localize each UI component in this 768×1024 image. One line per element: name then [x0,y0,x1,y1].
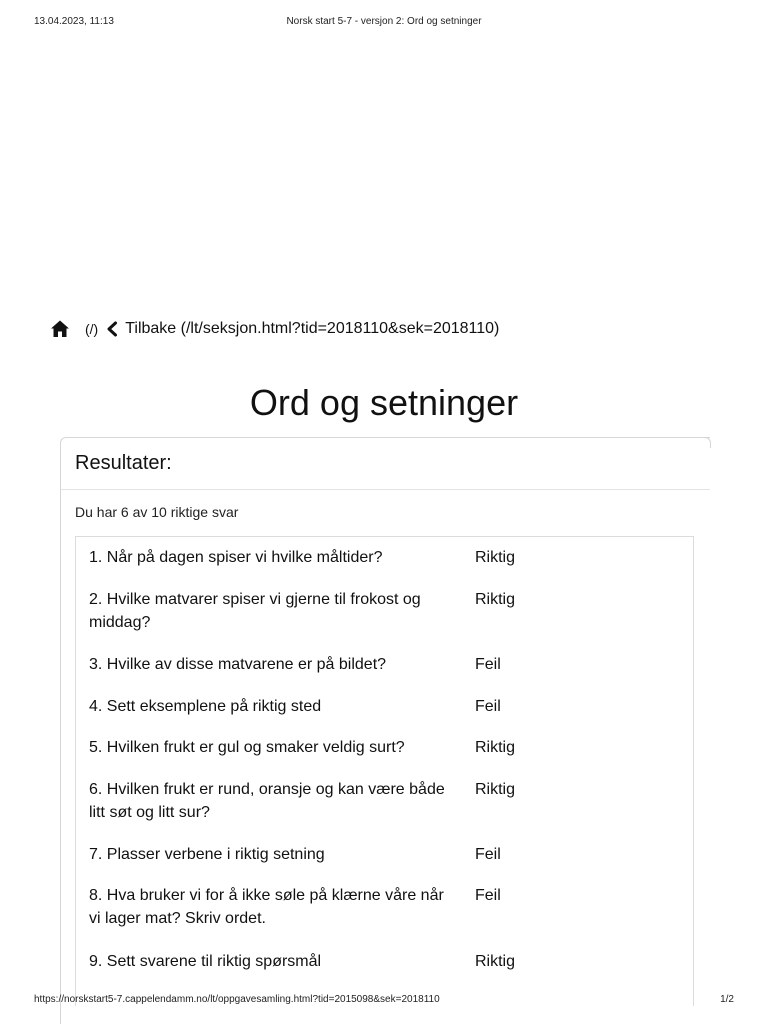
results-list [75,536,694,1006]
result-status: Feil [475,698,501,715]
print-footer [0,994,768,1008]
result-status: Riktig [475,953,516,970]
result-question: 5. Hvilken frukt er gul og smaker veldig surt? [89,739,405,756]
result-status: Riktig [475,739,516,756]
result-question: 2. Hvilke matvarer spiser vi gjerne til frokost og middag? [89,591,421,631]
result-status: Riktig [475,591,516,608]
result-question: 6. Hvilken frukt er rund, oransje og kan være både litt søt og litt sur? [89,781,445,821]
result-status: Feil [475,887,501,904]
result-question: 4. Sett eksemplene på riktig sted [89,698,322,715]
result-question: 9. Sett svarene til riktig spørsmål [89,953,322,970]
score-summary: Du har 6 av 10 riktige svar [75,504,239,520]
results-card [60,437,710,1024]
result-question: 1. Når på dagen spiser vi hvilke måltider? [89,549,383,566]
result-status: Feil [475,656,501,673]
result-question: 8. Hva bruker vi for å ikke søle på klærne våre når vi lager mat? Skriv ordet. [89,887,444,927]
result-question: 3. Hvilke av disse matvarene er på bildet? [89,656,387,673]
result-status: Feil [475,846,501,863]
page-title: Ord og setninger [249,382,519,423]
print-header [0,16,768,30]
result-question: 7. Plasser verbene i riktig setning [89,846,325,863]
print-datetime: 13.04.2023, 11:13 [34,16,114,27]
result-status: Riktig [475,549,516,566]
home-link[interactable]: (/) [85,321,99,337]
back-link[interactable]: Tilbake (/lt/seksjon.html?tid=2018110&sek=2018110) [125,320,500,337]
result-status: Riktig [475,781,516,798]
navigation-bar [50,316,499,342]
print-document-title: Norsk start 5-7 - versjon 2: Ord og setninger [286,16,482,27]
print-url: https://norskstart5-7.cappelendamm.no/lt/oppgavesamling.html?tid=2015098&sek=2018110 [34,994,440,1005]
chevron-left-icon[interactable] [105,321,119,337]
home-icon[interactable] [50,319,70,339]
card-header: Resultater: [61,438,710,490]
print-page-number: 1/2 [720,994,734,1005]
